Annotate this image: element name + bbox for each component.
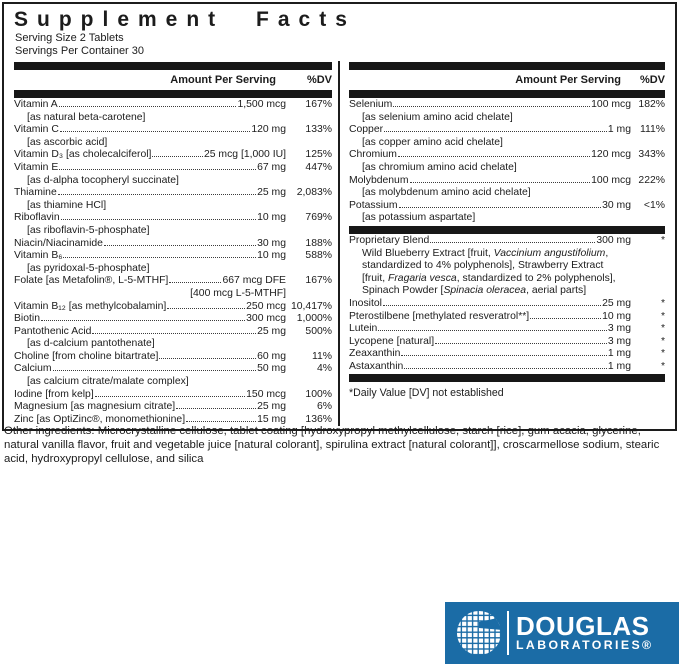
nutrient-dv: 769% [305,212,332,224]
nutrient-name: Vitamin D₃ [as cholecalciferol] [14,149,152,161]
panel-title: Supplement Facts [14,8,356,31]
table-row [14,326,332,339]
nutrient-dv: 2,083% [296,187,332,199]
nutrient-amount: 3 mg [607,335,631,347]
dot-leader [530,318,601,319]
nutrient-dv: * [660,323,665,335]
nutrient-source-subtext: [as selenium amino acid chelate] [362,111,513,123]
dot-leader [435,343,607,344]
nutrient-name: Niacin/Niacinamide [14,237,103,249]
nutrient-name: Thiamine [14,187,57,199]
nutrient-source-subtext: [as potassium aspartate] [362,212,476,224]
nutrient-dv: 4% [316,363,332,375]
nutrient-amount: 10 mg [602,310,631,322]
nutrient-name: Iodine [from kelp] [14,388,94,400]
nutrient-name: Potassium [349,199,398,211]
dot-leader [378,330,607,331]
divider-bar [349,62,665,70]
nutrient-amount: 120 mcg [591,149,631,161]
facts-column-right [340,61,675,426]
table-row [349,323,665,336]
nutrient-dv: 125% [305,149,332,161]
amount-per-serving-header: Amount Per Serving [170,74,276,86]
dot-leader [58,194,256,195]
table-row [349,99,665,112]
table-row [349,175,665,188]
nutrient-dv: 182% [638,99,665,110]
logo-brand-sub: LABORATORIES® [516,638,654,652]
dot-leader [384,131,607,132]
nutrient-amount: 1 mg [607,348,631,360]
facts-column-left [4,61,338,426]
nutrient-dv: 343% [638,149,665,161]
logo-divider [507,611,509,655]
nutrient-dv: 447% [305,161,332,173]
servings-per-container: Servings Per Container 30 [15,45,145,57]
nutrient-amount: 120 mg [251,124,286,136]
table-row [14,275,332,288]
table-row [14,162,332,175]
nutrient-name: Lycopene [natural] [349,335,435,347]
nutrient-name: Vitamin E [14,161,59,173]
nutrient-amount: 667 mcg DFE [222,275,286,287]
nutrient-name: Calcium [14,363,52,375]
dot-leader [176,408,256,409]
nutrient-source-subtext: [as chromium amino acid chelate] [362,161,517,173]
table-row [14,389,332,402]
table-row [349,361,665,374]
table-row [349,336,665,349]
dot-leader [59,169,256,170]
table-row [14,351,332,364]
dv-footnote: *Daily Value [DV] not established [349,387,504,400]
nutrient-source-subtext: [as d-alpha tocopheryl succinate] [27,174,179,186]
table-row [349,235,665,248]
table-row [14,124,332,137]
nutrient-name: Lutein [349,323,378,335]
amount-per-serving-header: Amount Per Serving [515,74,621,86]
nutrient-dv: 133% [305,124,332,136]
table-row [14,149,332,162]
table-row [14,401,332,414]
dot-leader [60,131,250,132]
table-row [14,187,332,200]
other-ingredients-text: Other ingredients: Microcrystalline cellulose, tablet coating [hydroxypropyl methylcellulose, starch [rice], gum acacia, glycerine, natural vanilla flavor, fruit and vegetable juice [natural colorant], spirulina extract [natural colorant]], croscarmellose sodium, stearic acid, hydroxypropyl cellulose, and silica [4,425,660,465]
nutrient-name: Vitamin A [14,99,58,110]
dot-leader [53,370,257,371]
nutrient-name: Vitamin C [14,124,59,136]
nutrient-dv: * [660,234,665,246]
nutrient-dv: 136% [305,413,332,425]
nutrient-amount: 3 mg [607,323,631,335]
table-row [349,311,665,324]
dot-leader [430,242,595,243]
dot-leader [63,257,256,258]
nutrient-amount: 300 mg [596,234,631,246]
serving-size: Serving Size 2 Tablets [15,32,124,44]
nutrient-amount: 25 mcg [1,000 IU] [203,149,286,161]
divider-bar [349,226,665,234]
nutrient-amount: 10 mg [257,250,286,262]
nutrient-dv: 111% [639,124,665,136]
nutrient-amount: 150 mcg [246,388,286,400]
nutrient-dv: 500% [305,325,332,337]
table-row [14,363,332,376]
table-row [14,301,332,314]
nutrient-name: Choline [from choline bitartrate] [14,350,159,362]
dot-leader [398,156,590,157]
facts-columns [4,61,675,426]
nutrient-amount: 1,500 mcg [237,99,286,110]
nutrient-amount: 100 mcg [591,174,631,186]
table-row [349,200,665,213]
nutrient-name: Proprietary Blend [349,234,430,246]
nutrient-name: Chromium [349,149,397,161]
amount-continuation: [400 mcg L-5-MTHF] [190,287,286,299]
divider-bar [14,62,332,70]
dot-leader [104,245,256,246]
nutrient-amount: 25 mg [602,297,631,309]
nutrient-amount: 50 mg [257,363,286,375]
nutrient-source-subtext: [as copper amino acid chelate] [362,136,503,148]
nutrient-dv: * [660,310,665,322]
table-row [14,99,332,112]
nutrient-amount: 1 mg [607,360,631,372]
nutrient-source-subtext: [as thiamine HCl] [27,199,107,211]
nutrient-name: Biotin [14,313,40,325]
nutrient-dv: 1,000% [296,313,332,325]
nutrient-amount: 25 mg [257,187,286,199]
nutrient-name: Copper [349,124,384,136]
dot-leader [404,368,607,369]
nutrient-rows-right [349,99,665,400]
table-row [14,238,332,251]
logo-brand-name: DOUGLAS [516,611,650,641]
nutrient-amount: 25 mg [257,401,286,413]
nutrient-name: Selenium [349,99,393,110]
nutrient-amount: 15 mg [257,413,286,425]
nutrient-dv: * [660,348,665,360]
nutrient-source-subtext: [as calcium citrate/malate complex] [27,376,189,388]
nutrient-source-subtext: [as molybdenum amino acid chelate] [362,187,531,199]
nutrient-dv: 11% [311,350,332,362]
nutrient-source-subtext: [as ascorbic acid] [27,136,108,148]
divider-bar [14,90,332,98]
nutrient-amount: 10 mg [257,212,286,224]
nutrient-dv: * [660,297,665,309]
nutrient-name: Folate [as Metafolin®, L-5-MTHF] [14,275,169,287]
nutrient-amount: 67 mg [257,161,286,173]
nutrient-dv: 588% [305,250,332,262]
logo-text [516,611,654,652]
nutrient-source-subtext: [as d-calcium pantothenate] [27,338,155,350]
table-row [349,298,665,311]
nutrient-dv: * [660,335,665,347]
dv-header: %DV [306,74,332,86]
dot-leader [186,421,256,422]
nutrient-rows-left [14,99,332,426]
nutrient-name: Pterostilbene [methylated resveratrol**] [349,310,530,322]
divider-bar [349,374,665,382]
nutrient-name: Zinc [as OptiZinc®, monomethionine] [14,413,186,425]
dv-header: %DV [639,74,665,86]
nutrient-dv: <1% [643,199,665,211]
table-row [14,250,332,263]
table-row [349,149,665,162]
nutrient-amount: 300 mcg [246,313,286,325]
dot-leader [167,308,245,309]
nutrient-amount: 60 mg [257,350,286,362]
dot-leader [95,396,245,397]
nutrient-amount: 250 mcg [246,300,286,312]
nutrient-dv: 100% [305,388,332,400]
nutrient-name: Magnesium [as magnesium citrate] [14,401,176,413]
dot-leader [383,305,601,306]
nutrient-dv: 6% [316,401,332,413]
proprietary-blend-description: Wild Blueberry Extract [fruit, Vaccinium angustifolium, standardized to 4% polyphenols], Strawberry Extract [fruit, Fragaria vesca, standardized to 2% polyphenols], Spinach Powder [Spinacia oleracea, aerial parts] [362,247,616,297]
dot-leader [41,320,245,321]
nutrient-source-subtext: [as riboflavin-5-phosphate] [27,224,150,236]
nutrient-dv: 222% [638,174,665,186]
nutrient-amount: 30 mg [257,237,286,249]
supplement-facts-panel [2,2,677,431]
douglas-laboratories-logo [445,602,679,664]
column-header [14,71,332,89]
column-header [349,71,665,89]
dot-leader [61,219,256,220]
nutrient-source-subtext: [as natural beta-carotene] [27,111,146,123]
table-row [14,212,332,225]
nutrient-name: Zeaxanthin [349,348,401,360]
douglas-grid-icon [456,610,502,656]
nutrient-source-subtext: [as pyridoxal-5-phosphate] [27,262,150,274]
dot-leader [59,106,237,107]
nutrient-amount: 30 mg [602,199,631,211]
dot-leader [169,282,221,283]
nutrient-amount: 25 mg [257,325,286,337]
dot-leader [401,355,606,356]
dot-leader [92,333,256,334]
nutrient-dv: 167% [305,99,332,110]
table-row [349,348,665,361]
nutrient-name: Riboflavin [14,212,60,224]
nutrient-dv: 167% [305,275,332,287]
table-row [349,124,665,137]
nutrient-amount: 1 mg [607,124,631,136]
dot-leader [152,156,203,157]
nutrient-dv: 10,417% [290,300,332,312]
nutrient-dv: 188% [305,237,332,249]
nutrient-dv: * [660,360,665,372]
nutrient-name: Pantothenic Acid [14,325,92,337]
nutrient-amount: 100 mcg [591,99,631,110]
nutrient-name: Inositol [349,297,382,309]
table-row [14,313,332,326]
nutrient-name: Vitamin B₁₂ [as methylcobalamin] [14,300,167,312]
nutrient-name: Molybdenum [349,174,409,186]
dot-leader [410,182,591,183]
dot-leader [159,358,256,359]
nutrient-name: Vitamin B₆ [14,250,63,262]
nutrient-name: Astaxanthin [349,360,404,372]
divider-bar [349,90,665,98]
dot-leader [399,207,602,208]
dot-leader [393,106,590,107]
